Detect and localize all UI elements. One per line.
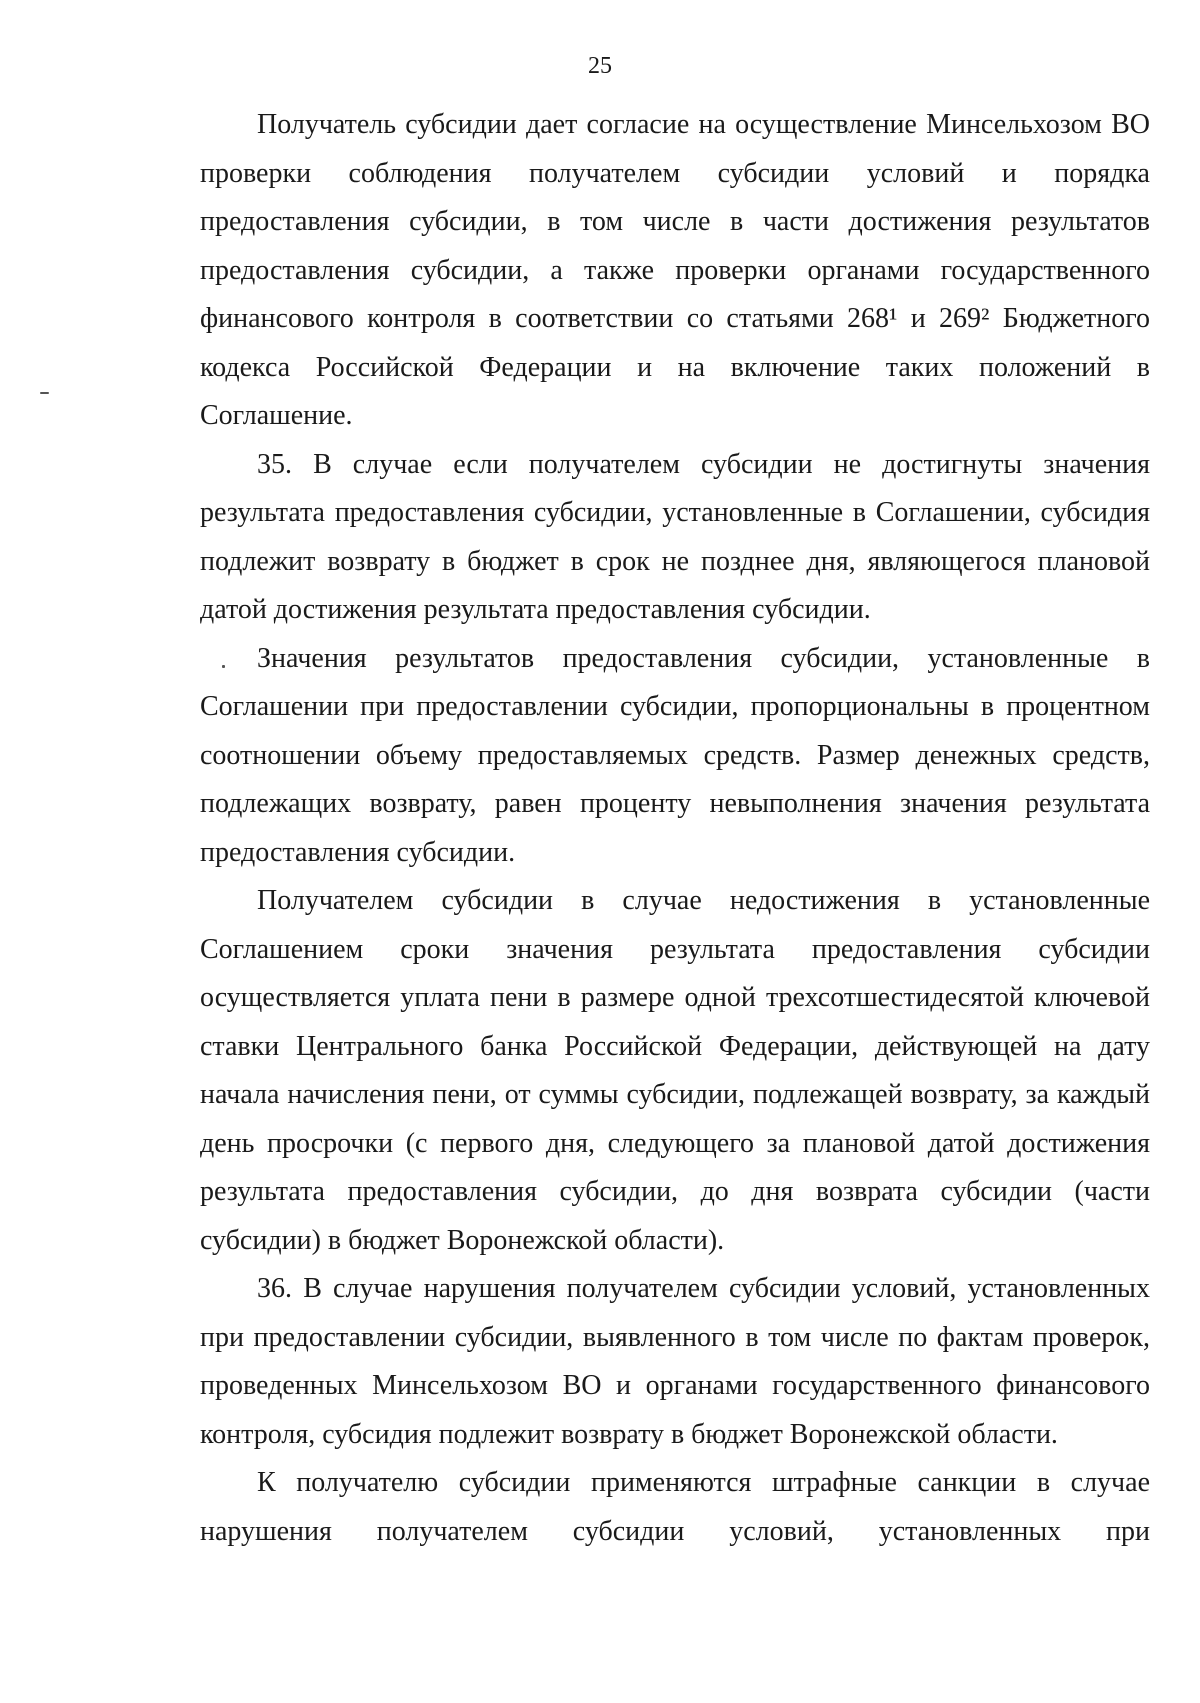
paragraph-fines: К получателю субсидии применяются штрафные санкции в случае нарушения получателем субсидии условий, установленных при [200,1467,1150,1547]
paragraph-35: 35. В случае если получателем субсидии не достигнуты значения результата предоставления субсидии, установленные в Соглашении, субсидия подлежит возврату в бюджет в срок не позднее дня, являющегося плановой датой достижения результата предоставления субсидии. [200,448,1150,625]
paragraph-result-values: Значения результатов предоставления субсидии, установленные в Соглашении при предоставлении субсидии, пропорциональны в процентном соотношении объему предоставляемых средств. Размер денежных средств, подлежащих возврату, равен проценту невыполнения значения результата предоставления субсидии. [200,642,1150,868]
paragraph-36: 36. В случае нарушения получателем субсидии условий, установленных при предоставлении субсидии, выявленного в том числе по фактам проверок, проведенных Минсельхозом ВО и органами государственного финансового контроля, субсидия подлежит возврату в бюджет Воронежской области. [200,1273,1150,1450]
scan-mark-left [40,392,49,394]
document-body [200,101,1150,1556]
paragraph-penalty: Получателем субсидии в случае недостижения в установленные Соглашением сроки значения результата предоставления субсидии осуществляется уплата пени в размере одной трехсотшестидесятой ключевой ставки Центрального банка Российской Федерации, действующей на дату начала начисления пени, от суммы субсидии, подлежащей возврату, за каждый день просрочки (с первого дня, следующего за плановой датой достижения результата предоставления субсидии, до дня возврата субсидии (части субсидии) в бюджет Воронежской области). [200,885,1150,1256]
paragraph-consent: Получатель субсидии дает согласие на осуществление Минсельхозом ВО проверки соблюдения получателем субсидии условий и порядка предоставления субсидии, в том числе в части достижения результатов предоставления субсидии, а также проверки органами государственного финансового контроля в соответствии со статьями 268¹ и 269² Бюджетного кодекса Российской Федерации и на включение таких положений в Соглашение. [200,109,1150,431]
scan-dot-1 [222,665,225,668]
page-number: 25 [588,53,612,79]
